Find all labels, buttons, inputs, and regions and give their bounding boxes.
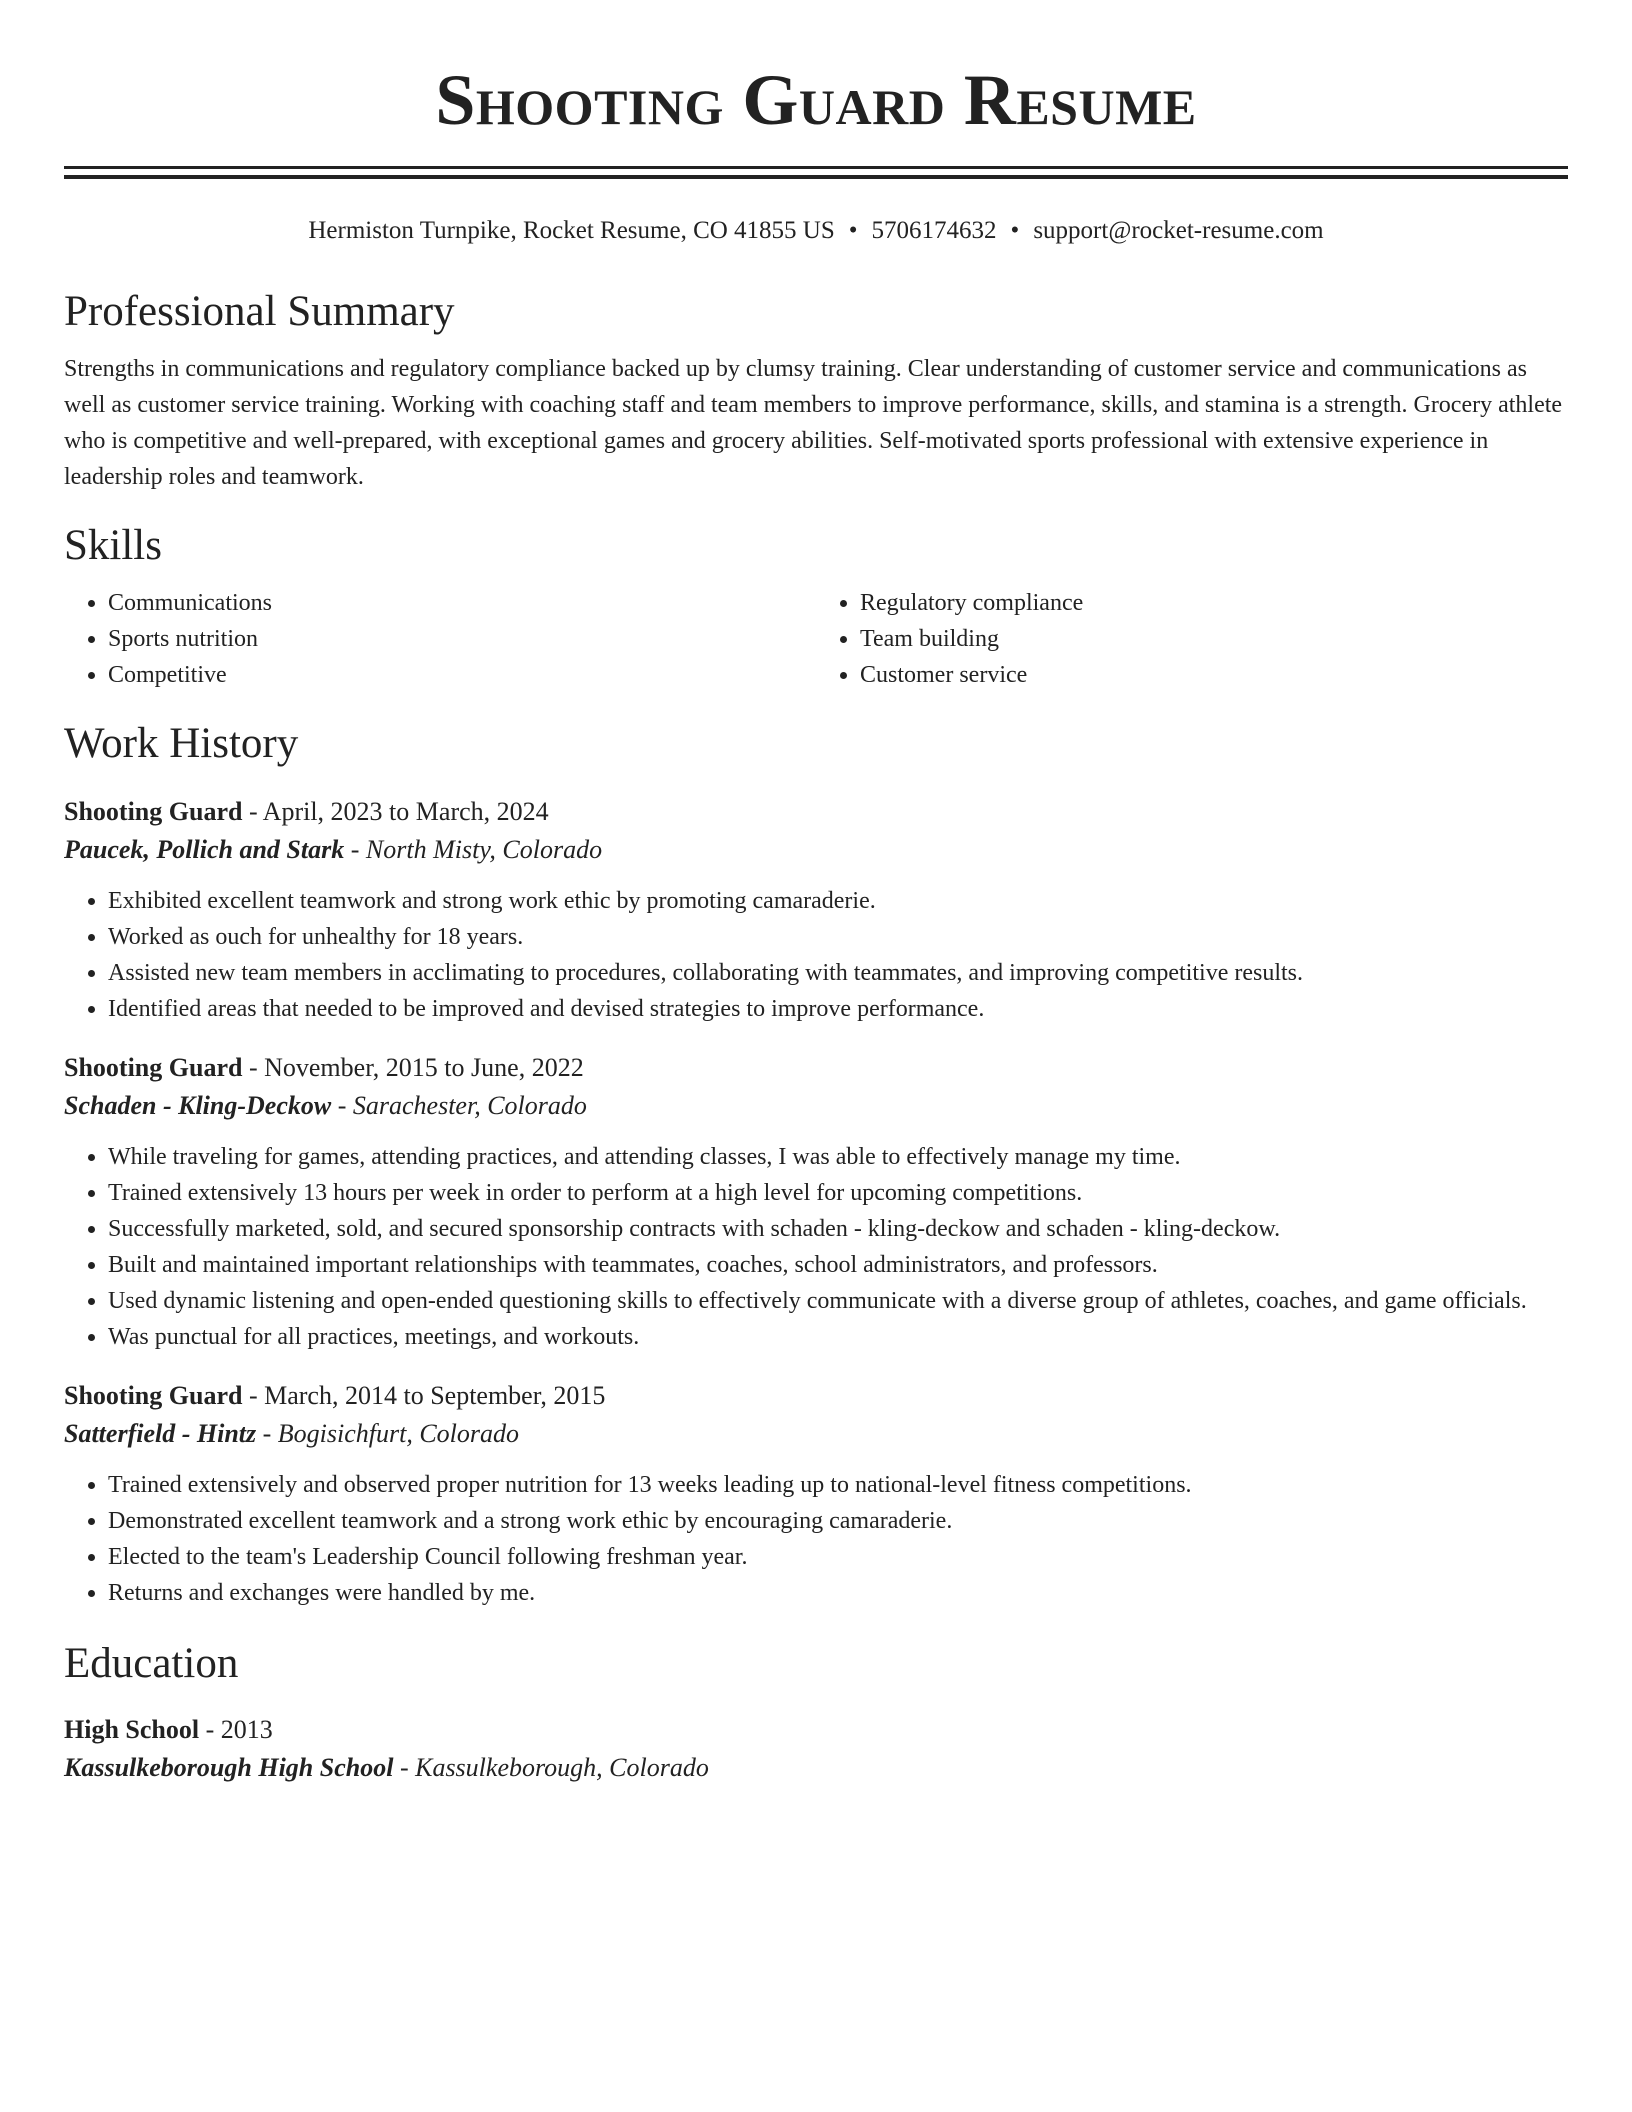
summary-text: Strengths in communications and regulatory compliance backed up by clumsy training. Clear understanding of customer service and communications as well as customer service training. Working with coaching staff and team members to improve performance, skills, and stamina is a strength. Grocery athlete who is competitive and well-prepared, with exceptional games and grocery abilities. Self-motivated sports professional with extensive experience in leadership roles and teamwork. [64,356,1563,490]
skills-column-left [64,585,816,693]
job-bullets [64,1467,1568,1611]
job-title-line [64,793,1568,831]
skill-item: • Regulatory compliance [860,585,1568,621]
job-bullet: • Successfully marketed, sold, and secured sponsorship contracts with schaden - kling-deckow and schaden - kling-deckow. [108,1211,1568,1247]
resume-title: Shooting Guard Resume [435,60,1197,140]
job-bullet: • Trained extensively 13 hours per week in order to perform at a high level for upcoming competitions. [108,1175,1568,1211]
summary-heading: Professional Summary [64,288,455,335]
job-bullet: • Identified areas that needed to be improved and devised strategies to improve performance. [108,991,1568,1027]
education-school: Kassulkeborough High School [64,1753,394,1782]
skills-heading: Skills [64,522,162,569]
job-bullet: • Built and maintained important relationships with teammates, coaches, school administrators, and professors. [108,1247,1568,1283]
education-school-line [64,1749,1568,1787]
education-year: - 2013 [199,1715,273,1744]
job-location: - Bogisichfurt, Colorado [256,1419,520,1448]
job-bullets [64,883,1568,1027]
job-title: Shooting Guard [64,1053,243,1082]
job-entry [64,1049,1568,1355]
job-bullet: • Returns and exchanges were handled by me. [108,1575,1568,1611]
job-bullet: • While traveling for games, attending practices, and attending classes, I was able to effectively manage my time. [108,1139,1568,1175]
job-company: Satterfield - Hintz [64,1419,257,1448]
skill-item: • Customer service [860,657,1568,693]
contact-separator: • [1010,217,1020,244]
job-dates: - April, 2023 to March, 2024 [242,797,549,826]
job-bullet: • Worked as ouch for unhealthy for 18 years. [108,919,1568,955]
work-history-heading: Work History [64,720,299,767]
job-title-line [64,1049,1568,1087]
contact-phone: 5706174632 [871,217,997,244]
skills-list [64,585,1568,693]
job-bullet: • Assisted new team members in acclimating to procedures, collaborating with teammates, and improving competitive results. [108,955,1568,991]
skill-item: • Communications [108,585,816,621]
job-location: - North Misty, Colorado [344,835,603,864]
job-bullet: • Trained extensively and observed proper nutrition for 13 weeks leading up to national-level fitness competitions. [108,1467,1568,1503]
skill-item: • Team building [860,621,1568,657]
job-bullet: • Used dynamic listening and open-ended questioning skills to effectively communicate with a diverse group of athletes, coaches, and game officials. [108,1283,1568,1319]
contact-address: Hermiston Turnpike, Rocket Resume, CO 41855 US [308,217,835,244]
job-company: Schaden - Kling-Deckow [64,1091,332,1120]
job-dates: - March, 2014 to September, 2015 [242,1381,606,1410]
job-company-line [64,831,1568,869]
job-title: Shooting Guard [64,797,243,826]
job-bullet: • Exhibited excellent teamwork and strong work ethic by promoting camaraderie. [108,883,1568,919]
job-bullet: • Elected to the team's Leadership Council following freshman year. [108,1539,1568,1575]
contact-separator: • [848,217,858,244]
job-entry [64,1377,1568,1611]
job-title: Shooting Guard [64,1381,243,1410]
job-location: - Sarachester, Colorado [331,1091,587,1120]
education-degree-line [64,1711,1568,1749]
contact-line [64,215,1568,247]
title-rule-top [64,166,1568,169]
education-location: - Kassulkeborough, Colorado [393,1753,709,1782]
job-entry [64,793,1568,1027]
job-title-line [64,1377,1568,1415]
title-rule-bottom [64,175,1568,179]
job-dates: - November, 2015 to June, 2022 [242,1053,584,1082]
job-company-line [64,1087,1568,1125]
job-company-line [64,1415,1568,1453]
education-degree: High School [64,1715,200,1744]
skill-item: • Sports nutrition [108,621,816,657]
contact-email: support@rocket-resume.com [1033,217,1324,244]
job-bullets [64,1139,1568,1355]
skill-item: • Competitive [108,657,816,693]
skills-column-right [816,585,1568,693]
job-bullet: • Demonstrated excellent teamwork and a strong work ethic by encouraging camaraderie. [108,1503,1568,1539]
job-company: Paucek, Pollich and Stark [64,835,345,864]
job-bullet: • Was punctual for all practices, meetings, and workouts. [108,1319,1568,1355]
education-heading: Education [64,1640,239,1687]
